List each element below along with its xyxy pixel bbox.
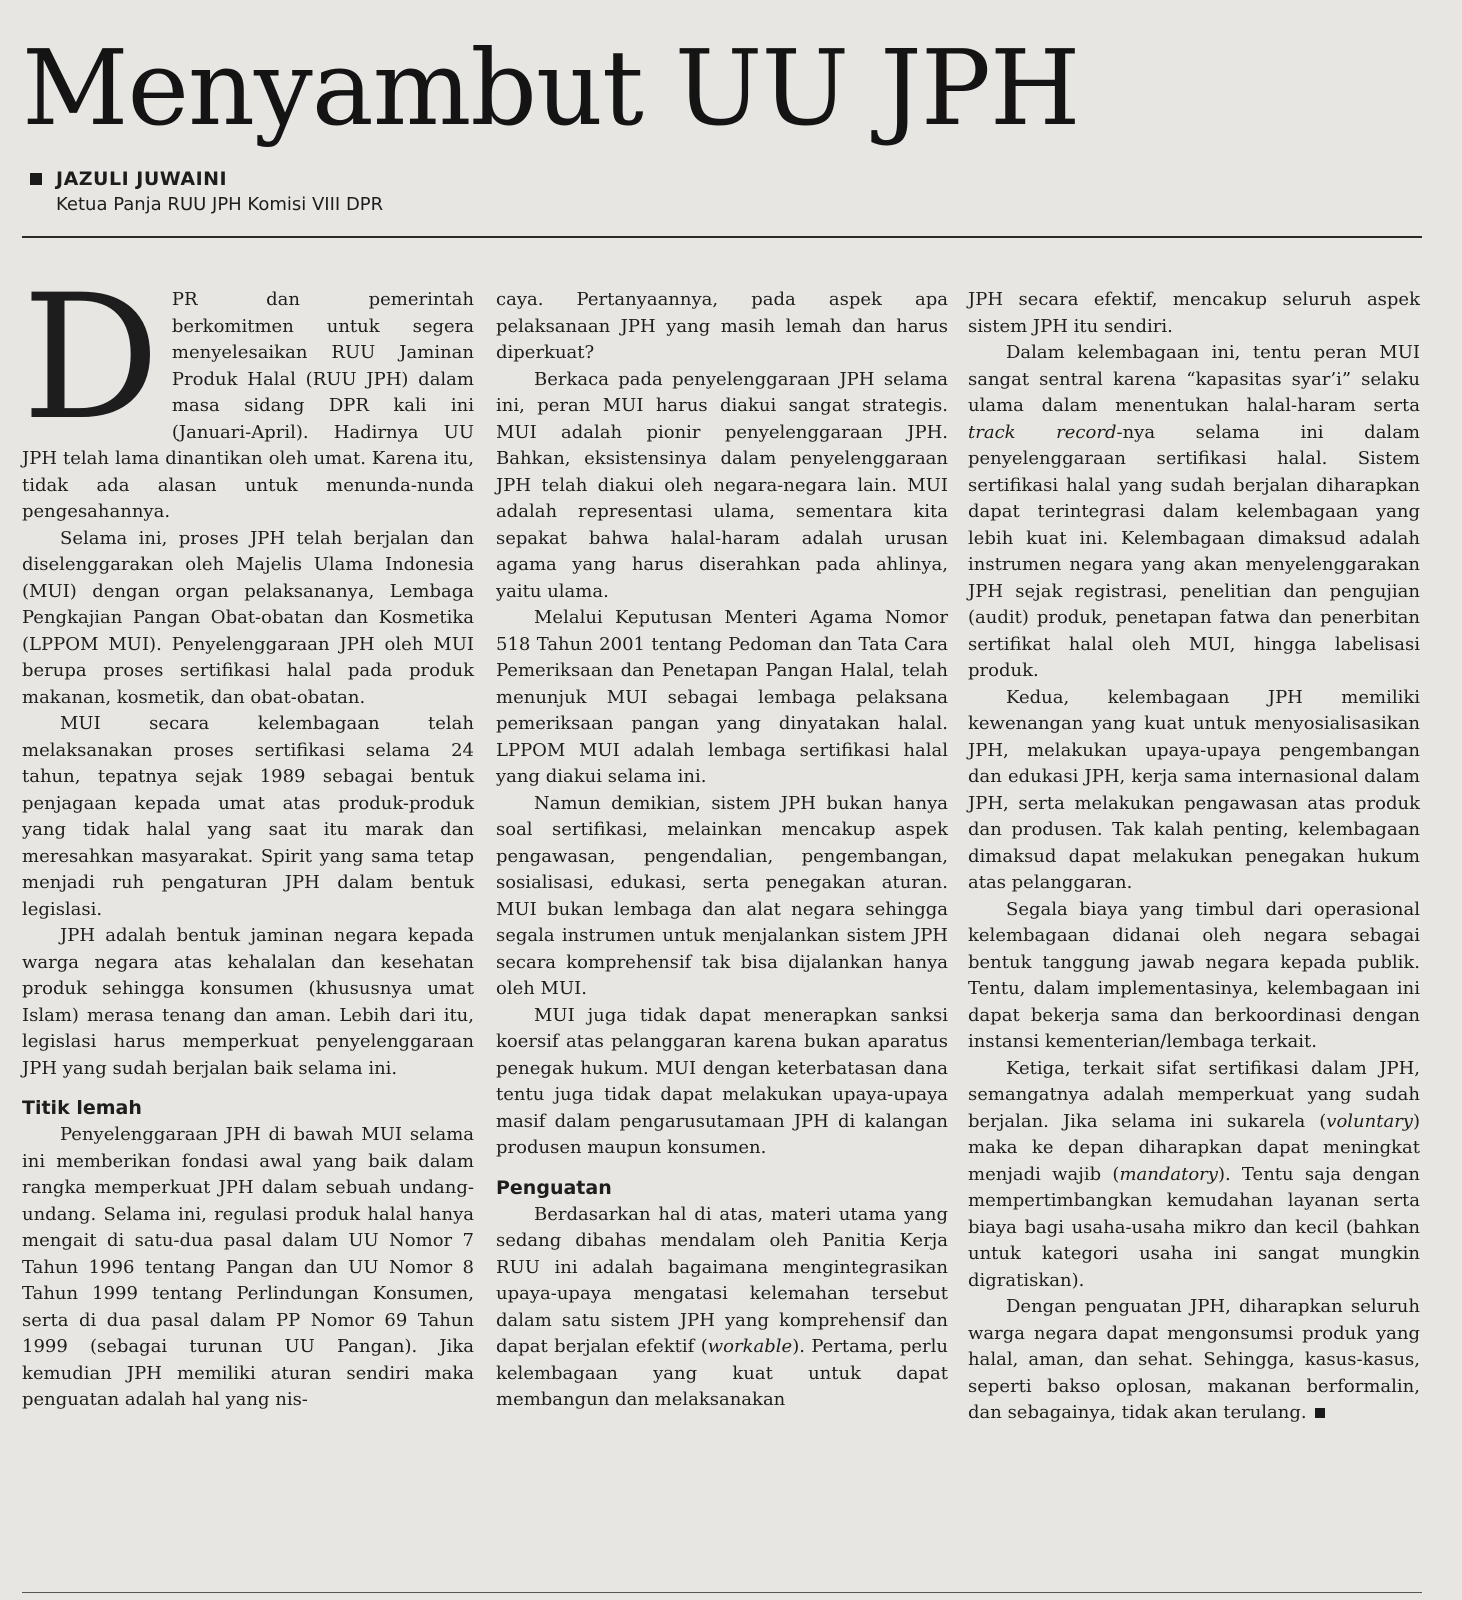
paragraph-text: -nya selama ini dalam penyelenggaraan sertifikasi halal. Sistem sertifikasi halal yang sudah berjalan diharapkan dapat terintegrasi dalam kelembagaan yang lebih kuat ini. Kelembagaan dimaksud adalah instrumen negara yang akan menyelenggarakan JPH sejak registrasi, penelitian dan pengujian (audit) produk, penetapan fatwa dan penerbitan sertifikat halal oleh MUI, hingga labelisasi produk. bbox=[968, 421, 1420, 681]
paragraph: Kedua, kelembagaan JPH memiliki kewenangan yang kuat untuk menyosialisasikan JPH, melakukan upaya-upaya pengembangan dan edukasi JPH, kerja sama internasional dalam JPH, serta melakukan pengawasan atas produk dan produsen. Tak kalah penting, kelembagaan dimaksud dapat melakukan penegakan hukum atas pelanggaran. bbox=[968, 686, 1420, 893]
article-column-2 bbox=[496, 287, 948, 1414]
square-bullet-icon bbox=[30, 173, 42, 185]
header-divider bbox=[22, 236, 1422, 238]
paragraph: Namun demikian, sistem JPH bukan hanya soal sertifikasi, melainkan mencakup aspek pengawasan, pengendalian, pengembangan, sosialisasi, edukasi, serta penegakan aturan. MUI bukan lembaga dan alat negara sehingga segala instrumen untuk menjalankan sistem JPH secara komprehensif tak bisa dijalankan hanya oleh MUI. bbox=[496, 792, 948, 999]
paragraph bbox=[496, 1202, 948, 1414]
paragraph-text: ). Pertama, perlu kelembagaan yang kuat untuk dapat membangun dan melaksanakan bbox=[496, 1336, 948, 1410]
author-role: Ketua Panja RUU JPH Komisi VIII DPR bbox=[56, 194, 384, 215]
article-column-3 bbox=[968, 287, 1420, 1427]
paragraph-text: Dengan penguatan JPH, diharapkan seluruh warga negara dapat mengonsumsi produk yang halal, aman, dan sehat. Sehingga, kasus-kasus, seperti bakso oplosan, makanan berformalin, dan sebagainya, tidak akan terulang. bbox=[968, 1296, 1420, 1423]
paragraph bbox=[22, 257, 474, 526]
dropcap: D bbox=[22, 257, 160, 458]
byline bbox=[30, 168, 383, 215]
paragraph: Penyelenggaraan JPH di bawah MUI selama ini memberikan fondasi awal yang baik dalam rangka memperkuat JPH dalam sebuah undang-undang. Selama ini, regulasi produk halal hanya mengait di satu-dua pasal dalam UU Nomor 7 Tahun 1996 tentang Pangan dan UU Nomor 8 Tahun 1999 tentang Perlindungan Konsumen, serta di dua pasal dalam PP Nomor 69 Tahun 1999 (sebagai turunan UU Pangan). Jika kemudian JPH memiliki aturan sendiri maka penguatan adalah hal yang nis- bbox=[22, 1124, 474, 1410]
subheading-penguatan: Penguatan bbox=[496, 1176, 612, 1199]
article-column-1 bbox=[22, 257, 474, 1414]
paragraph: caya. Pertanyaannya, pada aspek apa pelaksanaan JPH yang masih lemah dan harus diperkuat? bbox=[496, 289, 948, 363]
paragraph: Berkaca pada penyelenggaraan JPH selama ini, peran MUI harus diakui sangat strategis. MUI adalah pionir penyelenggaraan JPH. Bahkan, eksistensinya dalam penyelenggaraan JPH telah diakui oleh negara-negara lain. MUI adalah representasi ulama, sementara kita sepakat bahwa halal-haram adalah urusan agama yang harus diserahkan pada ahlinya, yaitu ulama. bbox=[496, 368, 948, 602]
paragraph: Melalui Keputusan Menteri Agama Nomor 518 Tahun 2001 tentang Pedoman dan Tata Cara Pemeriksaan dan Penetapan Pangan Halal, telah menunjuk MUI sebagai lembaga pelaksana pemeriksaan pangan yang dinyatakan halal. LPPOM MUI adalah lembaga sertifikasi halal yang diakui selama ini. bbox=[496, 607, 948, 787]
paragraph-text: Ketiga, terkait sifat sertifikasi dalam JPH, semangatnya adalah memperkuat yang sudah berjalan. Jika selama ini sukarela ( bbox=[968, 1057, 1420, 1132]
italic-term: mandatory bbox=[1119, 1163, 1218, 1185]
paragraph: JPH adalah bentuk jaminan negara kepada warga negara atas kehalalan dan kesehatan produk sehingga konsumen (khususnya umat Islam) merasa tenang dan aman. Lebih dari itu, legislasi harus memperkuat penyelenggaraan JPH yang sudah berjalan baik selama ini. bbox=[22, 925, 474, 1079]
italic-term: voluntary bbox=[1326, 1110, 1413, 1132]
italic-term: workable bbox=[707, 1336, 793, 1357]
paragraph-text: PR dan pemerintah berkomitmen untuk segera menyelesaikan RUU Jaminan Produk Halal (RUU JPH) dalam masa sidang DPR kali ini (Januari-April). Hadirnya UU JPH telah lama dinantikan oleh umat. Karena itu, tidak ada alasan untuk menunda-nunda pengesahannya. bbox=[22, 289, 474, 522]
paragraph: MUI secara kelembagaan telah melaksanakan proses sertifikasi selama 24 tahun, tepatnya sejak 1989 sebagai bentuk penjagaan kepada umat atas produk-produk yang tidak halal yang saat itu marak dan meresahkan masyarakat. Spirit yang sama tetap menjadi ruh pengaturan JPH dalam bentuk legislasi. bbox=[22, 713, 474, 920]
paragraph-text: Dalam kelembagaan ini, tentu peran MUI sangat sentral karena “kapasitas syar’i” selaku ulama dalam menentukan halal-haram serta bbox=[968, 342, 1420, 416]
author-name: JAZULI JUWAINI bbox=[56, 168, 228, 190]
paragraph-text: Berdasarkan hal di atas, materi utama yang sedang dibahas mendalam oleh Panitia Kerja RUU ini adalah bagaimana mengintegrasikan upaya-upaya mengatasi kelemahan tersebut dalam satu sistem JPH yang komprehensif dan dapat berjalan efektif ( bbox=[496, 1203, 948, 1357]
paragraph-text: ). Tentu saja dengan mempertimbangkan kemudahan layanan serta biaya bagi usaha-usaha mikro dan kecil (bahkan untuk kategori usaha ini sangat mungkin digratiskan). bbox=[968, 1163, 1421, 1291]
paragraph: Selama ini, proses JPH telah berjalan dan diselenggarakan oleh Majelis Ulama Indonesia (MUI) dengan organ pelaksananya, Lembaga Pengkajian Pangan Obat-obatan dan Kosmetika (LPPOM MUI). Penyelenggaraan JPH oleh MUI berupa proses sertifikasi halal pada produk makanan, kosmetik, dan obat-obatan. bbox=[22, 527, 474, 708]
author-name-row bbox=[30, 168, 383, 190]
paragraph-text: ) maka ke depan diharapkan dapat meningkat menjadi wajib ( bbox=[968, 1110, 1420, 1185]
italic-term: track record bbox=[968, 421, 1117, 443]
bottom-divider bbox=[22, 1592, 1422, 1593]
end-mark-icon bbox=[1315, 1408, 1325, 1418]
headline: Menyambut UU JPH bbox=[22, 27, 1080, 149]
paragraph: JPH secara efektif, mencakup seluruh aspek sistem JPH itu sendiri. bbox=[968, 289, 1420, 337]
paragraph: Segala biaya yang timbul dari operasional kelembagaan didanai oleh negara sebagai bentuk tanggung jawab negara kepada publik. Tentu, dalam implementasinya, kelembagaan ini dapat bekerja sama dan berkoordinasi dengan instansi kementerian/lembaga terkait. bbox=[968, 898, 1420, 1052]
paragraph bbox=[968, 1056, 1420, 1295]
paragraph bbox=[968, 1294, 1420, 1427]
paragraph: MUI juga tidak dapat menerapkan sanksi koersif atas pelanggaran karena bukan aparatus penegak hukum. MUI dengan keterbatasan dana tentu juga tidak dapat melakukan upaya-upaya masif dalam pengarusutamaan JPH di kalangan produsen maupun konsumen. bbox=[496, 1004, 948, 1158]
paragraph bbox=[968, 340, 1420, 685]
subheading-titik-lemah: Titik lemah bbox=[22, 1097, 142, 1119]
